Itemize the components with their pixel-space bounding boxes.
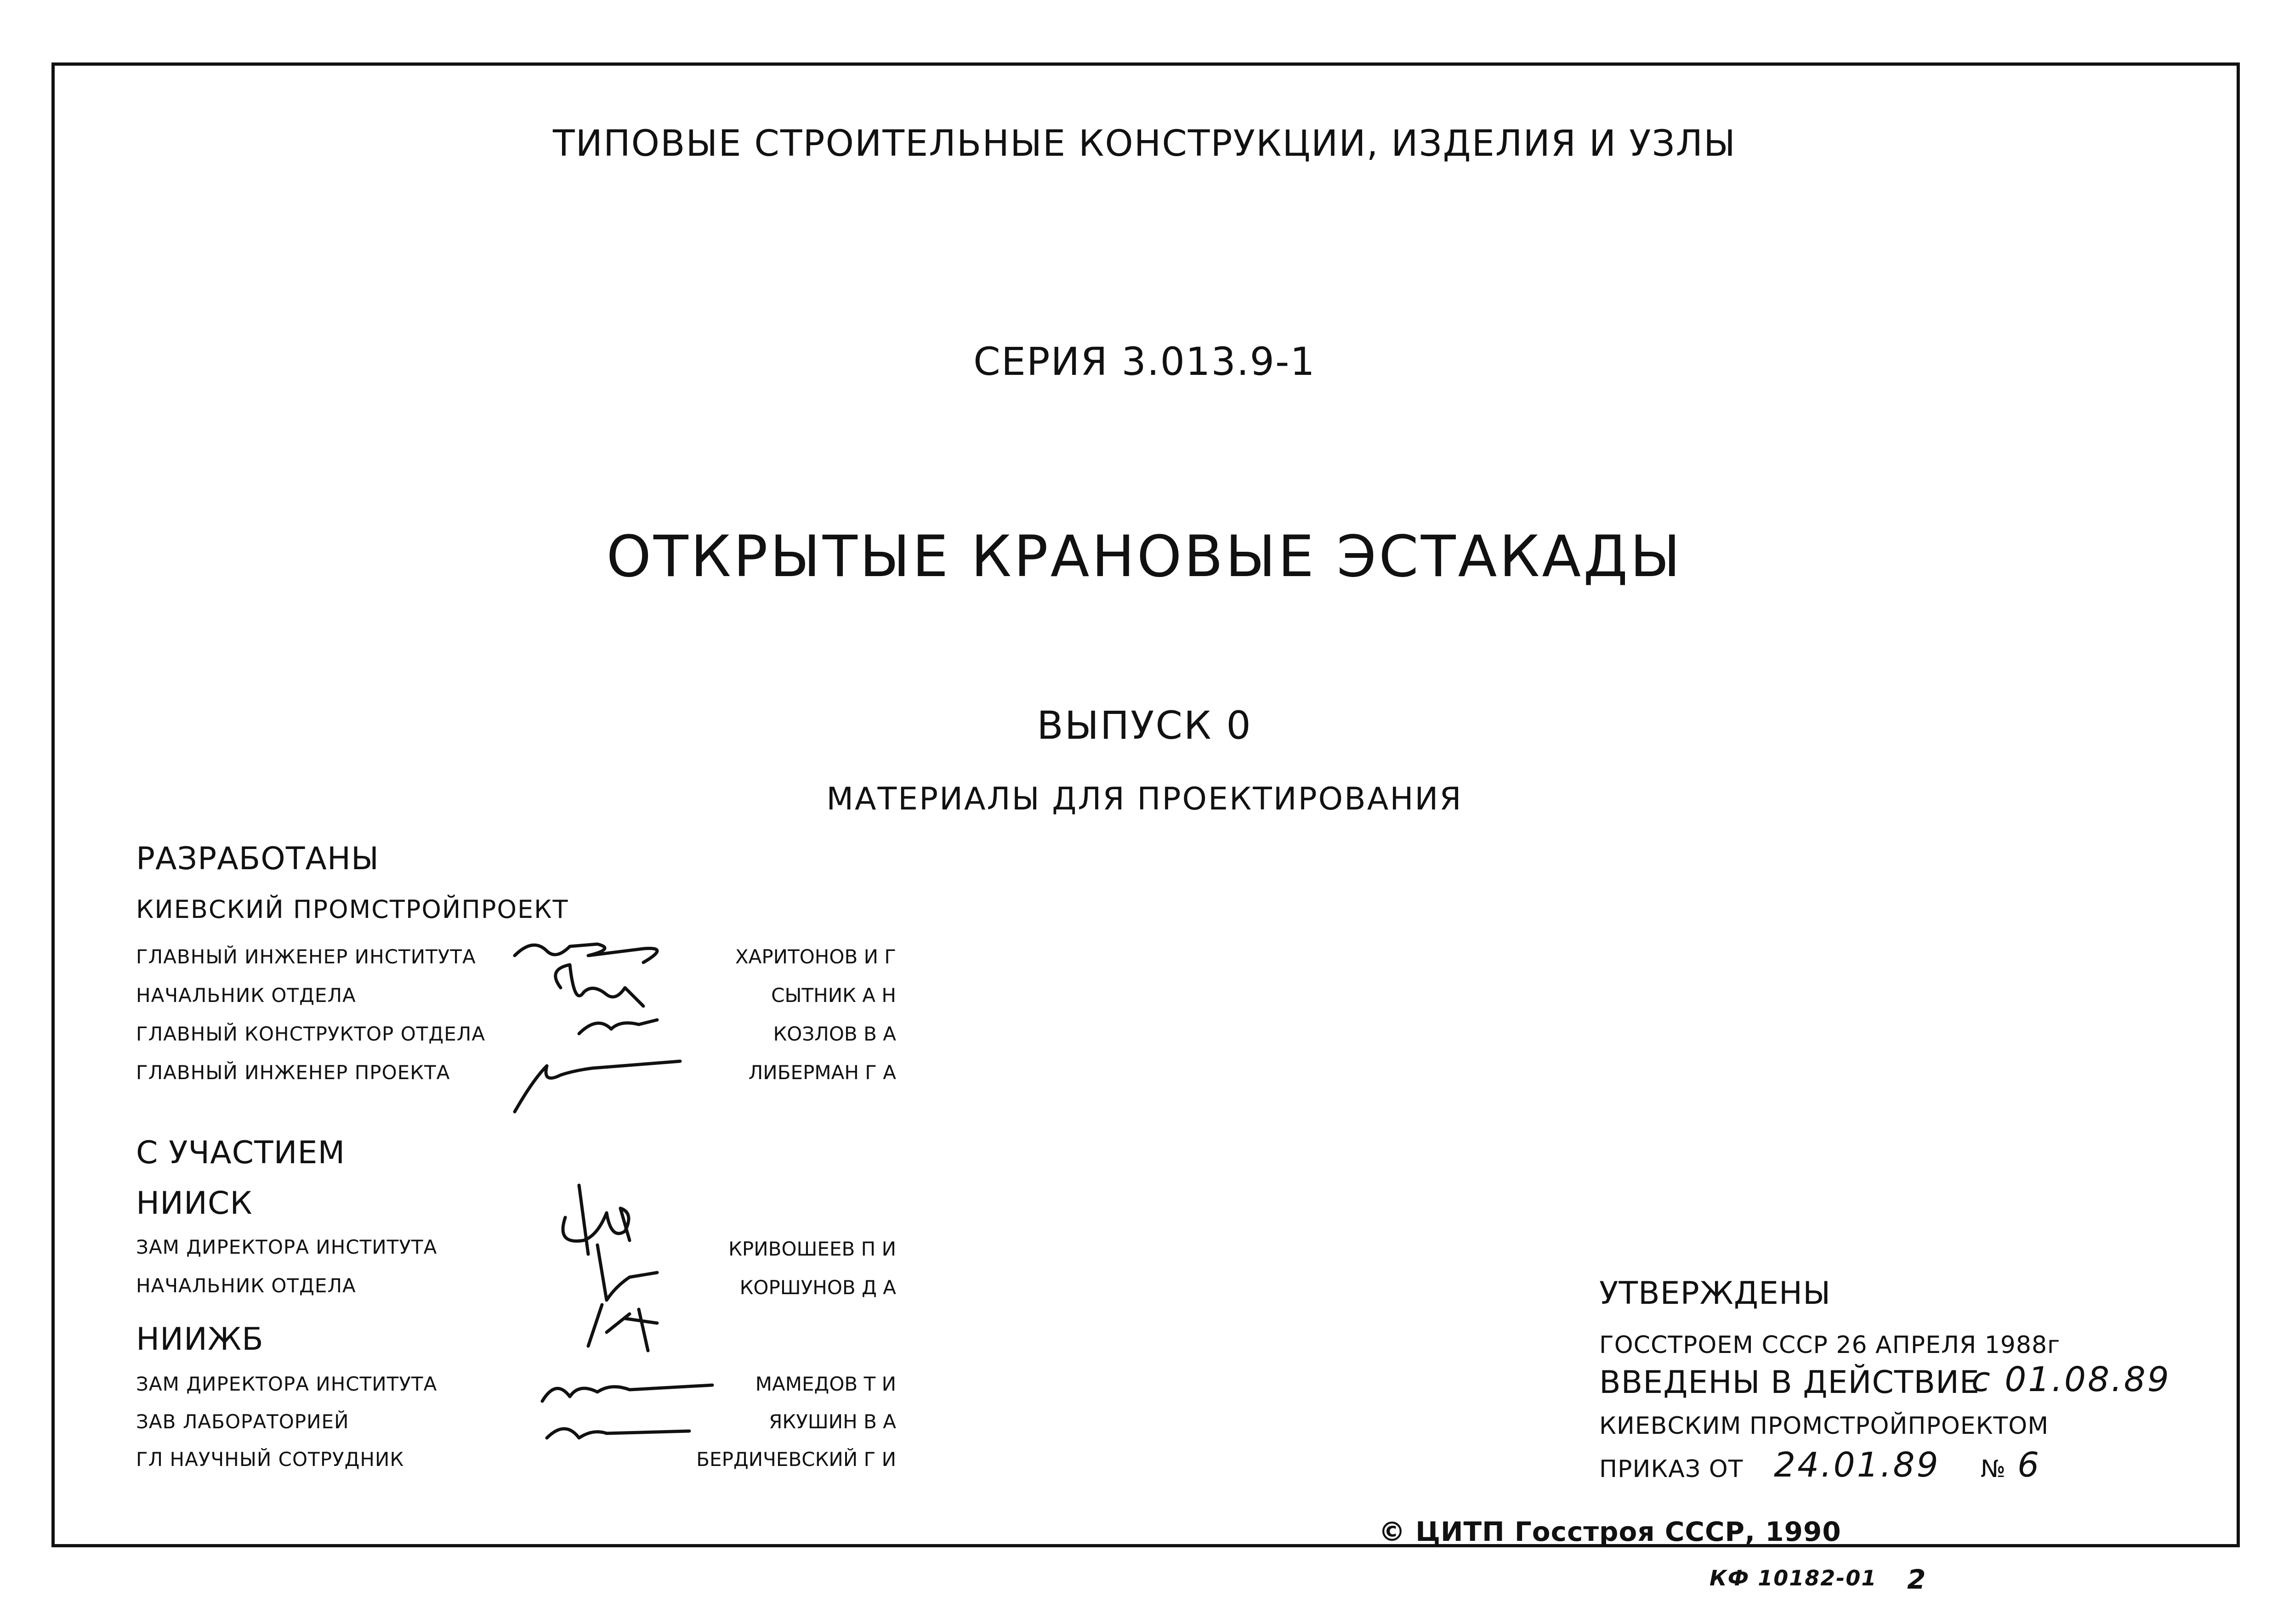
issue-number: ВЫПУСК 0 [1037,703,1252,748]
name-mamedov: МАМЕДОВ Т И [755,1373,896,1395]
position-lab-head: ЗАВ ЛАБОРАТОРИЕЙ [136,1410,349,1433]
document-subtitle: МАТЕРИАЛЫ ДЛЯ ПРОЕКТИРОВАНИЯ [826,781,1463,817]
signatures-participants [538,1181,731,1479]
order-date: 24.01.89 [1774,1445,1940,1485]
document-title: ОТКРЫТЫЕ КРАНОВЫЕ ЭСТАКАДЫ [606,524,1683,590]
position-deputy-director-niisk: ЗАМ ДИРЕКТОРА ИНСТИТУТА [136,1236,437,1258]
enacted-label: ВВЕДЕНЫ В ДЕЙСТВИЕ [1599,1364,1980,1401]
catalog-code: КФ 10182-01 [1710,1566,1877,1590]
name-berdichevsky: БЕРДИЧЕВСКИЙ Г И [696,1448,896,1471]
developed-heading: РАЗРАБОТАНЫ [136,841,380,877]
name-korshunov: КОРШУНОВ Д А [739,1276,896,1299]
order-number: 6 [2017,1445,2041,1485]
approved-heading: УТВЕРЖДЕНЫ [1599,1275,1831,1312]
participation-heading: С УЧАСТИЕМ [136,1135,346,1171]
enacted-date: с 01.08.89 [1971,1360,2171,1399]
order-label: ПРИКАЗ ОТ [1599,1455,1744,1483]
copyright: © ЦИТП Госстроя СССР, 1990 [1379,1516,1841,1547]
position-chief-engineer: ГЛАВНЫЙ ИНЖЕНЕР ИНСТИТУТА [136,945,476,968]
org-niisk: НИИСК [136,1185,253,1222]
position-department-head: НАЧАЛЬНИК ОТДЕЛА [136,984,356,1007]
enacted-by: КИЕВСКИМ ПРОМСТРОЙПРОЕКТОМ [1599,1412,2049,1440]
name-liberman: ЛИБЕРМАН Г А [748,1061,896,1084]
org-niizhb: НИИЖБ [136,1321,264,1358]
header-top-line: ТИПОВЫЕ СТРОИТЕЛЬНЫЕ КОНСТРУКЦИИ, ИЗДЕЛИЯ И УЗЛЫ [552,123,1736,164]
name-kharitonov: ХАРИТОНОВ И Г [735,945,896,968]
position-chief-designer: ГЛАВНЫЙ КОНСТРУКТОР ОТДЕЛА [136,1023,486,1045]
name-sytnik: СЫТНИК А Н [771,984,896,1007]
name-yakushin: ЯКУШИН В А [769,1410,896,1433]
developer-org: КИЕВСКИЙ ПРОМСТРОЙПРОЕКТ [136,895,569,924]
signatures-developers [506,928,699,1121]
approved-by: ГОССТРОЕМ СССР 26 АПРЕЛЯ 1988г [1599,1331,2061,1359]
order-number-label: № [1981,1455,2006,1483]
name-krivosheev: КРИВОШЕЕВ П И [728,1238,896,1260]
name-kozlov: КОЗЛОВ В А [773,1023,896,1045]
page-number: 2 [1907,1564,1927,1595]
series-number: СЕРИЯ 3.013.9-1 [973,339,1316,384]
position-chief-researcher: ГЛ НАУЧНЫЙ СОТРУДНИК [136,1448,404,1471]
position-deputy-director-niizhb: ЗАМ ДИРЕКТОРА ИНСТИТУТА [136,1373,437,1395]
position-project-engineer: ГЛАВНЫЙ ИНЖЕНЕР ПРОЕКТА [136,1061,450,1084]
position-department-head-niisk: НАЧАЛЬНИК ОТДЕЛА [136,1274,356,1297]
